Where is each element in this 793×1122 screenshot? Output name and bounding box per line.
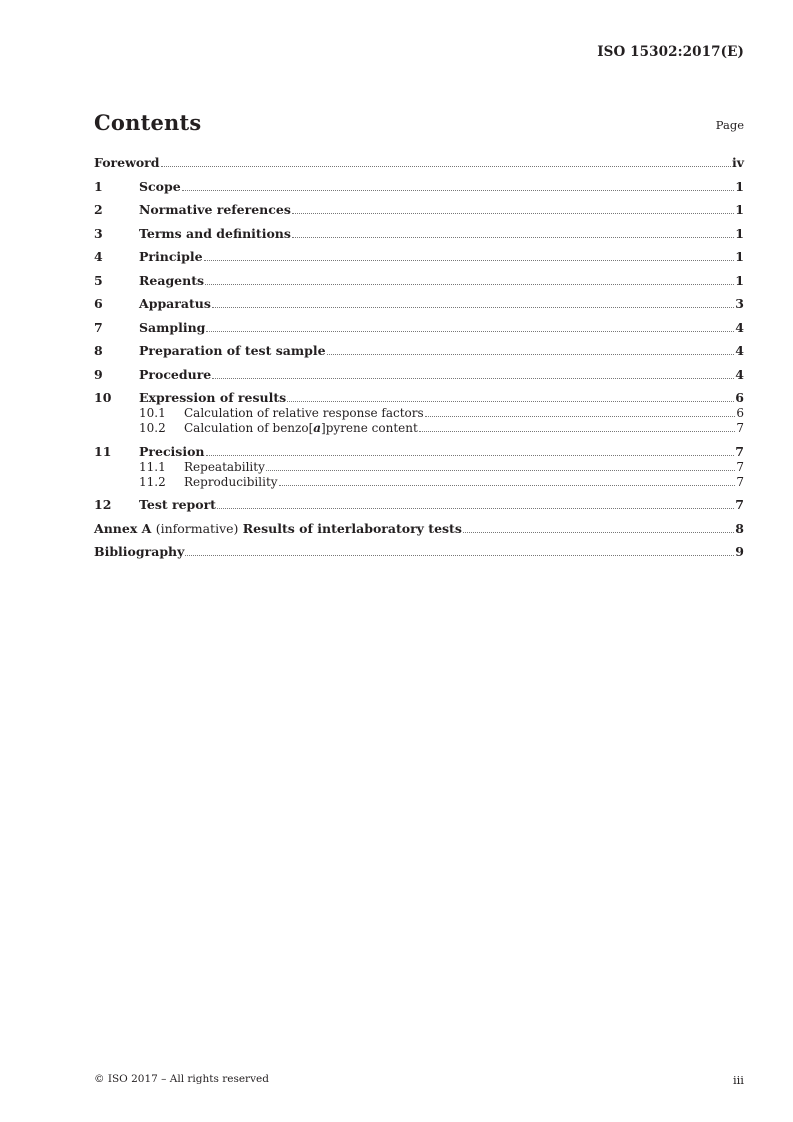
toc-subentry-title: Calculation of relative response factors xyxy=(184,406,424,420)
leader-dots xyxy=(463,531,734,533)
toc-entry-6[interactable] xyxy=(94,297,744,311)
toc-entry-page: 1 xyxy=(735,249,744,264)
toc-subentry-title: Reproducibility xyxy=(184,474,278,489)
toc-subentry-number: 11.2 xyxy=(139,474,166,489)
toc-entry-11[interactable] xyxy=(94,445,744,459)
toc-subentry-11-1[interactable] xyxy=(94,460,744,474)
toc-entry-page: 7 xyxy=(735,443,744,459)
leader-dots xyxy=(185,554,734,556)
toc-entry-title: Expression of results xyxy=(139,390,287,405)
toc-entry-title: Scope xyxy=(139,178,181,194)
toc-entry-page: 7 xyxy=(735,497,744,512)
leader-dots xyxy=(266,469,736,471)
toc-subentry-number: 10.2 xyxy=(139,421,166,435)
toc-subentry-11-2[interactable] xyxy=(94,475,744,489)
leader-dots xyxy=(212,306,734,308)
toc-subentry-page: 7 xyxy=(736,421,744,435)
toc-entry-number: 4 xyxy=(94,249,103,264)
footer-page-number: iii xyxy=(732,1073,744,1087)
toc-entry-4[interactable] xyxy=(94,250,744,264)
leader-dots xyxy=(292,212,734,214)
leader-dots xyxy=(292,236,734,238)
toc-entry-7[interactable] xyxy=(94,321,744,335)
toc-entry-title: Principle xyxy=(139,249,203,264)
toc-entry-title: Normative references xyxy=(139,202,291,217)
leader-dots xyxy=(425,415,736,417)
toc-subentry-10-1[interactable] xyxy=(94,406,744,420)
leader-dots xyxy=(327,353,735,355)
leader-dots xyxy=(204,259,735,261)
toc-entry-title: Preparation of test sample xyxy=(139,343,326,358)
toc-entry-title: Test report xyxy=(139,497,216,512)
toc-entry-page: 9 xyxy=(735,544,744,559)
table-of-contents xyxy=(94,156,744,559)
toc-entry-title: Precision xyxy=(139,443,205,459)
toc-entry-title: Apparatus xyxy=(139,296,211,311)
toc-subentry-number: 10.1 xyxy=(139,406,166,420)
toc-subentry-page: 7 xyxy=(736,474,744,489)
toc-entry-page: 4 xyxy=(735,366,744,382)
toc-entry-9[interactable] xyxy=(94,368,744,382)
toc-entry-page: iv xyxy=(731,155,744,170)
leader-dots xyxy=(217,507,734,509)
toc-entry-page: 4 xyxy=(735,319,744,335)
leader-dots xyxy=(161,165,731,167)
toc-entry-12[interactable] xyxy=(94,498,744,512)
toc-entry-page: 1 xyxy=(735,178,744,194)
toc-entry-number: 6 xyxy=(94,296,103,311)
page-title: Contents xyxy=(94,110,202,135)
toc-entry-number: 2 xyxy=(94,202,103,217)
toc-entry-10[interactable] xyxy=(94,391,744,405)
leader-dots xyxy=(212,377,734,379)
toc-subentry-title: Calculation of benzo[a]pyrene content xyxy=(184,421,418,435)
toc-entry-5[interactable] xyxy=(94,274,744,288)
toc-subentry-number: 11.1 xyxy=(139,459,166,474)
leader-dots xyxy=(206,330,734,332)
toc-entry-title: Terms and definitions xyxy=(139,225,291,241)
leader-dots xyxy=(182,189,735,191)
toc-entry-page: 1 xyxy=(735,225,744,241)
toc-subentry-page: 6 xyxy=(736,406,744,420)
toc-entry-1[interactable] xyxy=(94,180,744,194)
toc-entry-title: Foreword xyxy=(94,155,160,170)
toc-entry-title: Reagents xyxy=(139,272,205,288)
toc-entry-annex-a[interactable] xyxy=(94,522,744,536)
toc-entry-number: 9 xyxy=(94,366,103,382)
toc-entry-3[interactable] xyxy=(94,227,744,241)
toc-entry-bibliography[interactable] xyxy=(94,545,744,559)
toc-entry-foreword[interactable] xyxy=(94,156,744,170)
toc-entry-number: 1 xyxy=(94,178,103,194)
toc-entry-number: 7 xyxy=(94,319,103,335)
leader-dots xyxy=(206,454,735,456)
toc-entry-2[interactable] xyxy=(94,203,744,217)
leader-dots xyxy=(205,283,734,285)
toc-entry-page: 1 xyxy=(735,272,744,288)
toc-entry-number: 3 xyxy=(94,225,103,241)
page-column-label: Page xyxy=(715,118,744,132)
toc-entry-number: 11 xyxy=(94,443,112,459)
toc-entry-title: Annex A (informative) Results of interlaboratory tests xyxy=(94,520,462,536)
toc-entry-title: Procedure xyxy=(139,366,212,382)
toc-subentry-page: 7 xyxy=(736,459,744,474)
leader-dots xyxy=(287,400,734,402)
toc-entry-page: 1 xyxy=(735,202,744,217)
toc-entry-page: 3 xyxy=(735,296,744,311)
toc-entry-page: 6 xyxy=(735,390,744,405)
toc-subentry-10-2[interactable] xyxy=(94,421,744,435)
toc-entry-number: 8 xyxy=(94,343,103,358)
toc-entry-8[interactable] xyxy=(94,344,744,358)
toc-entry-title: Sampling xyxy=(139,319,206,335)
toc-subentry-title: Repeatability xyxy=(184,459,265,474)
toc-entry-number: 5 xyxy=(94,272,103,288)
toc-entry-title: Bibliography xyxy=(94,544,185,559)
toc-entry-number: 10 xyxy=(94,390,112,405)
toc-entry-page: 4 xyxy=(735,343,744,358)
footer-copyright: © ISO 2017 – All rights reserved xyxy=(94,1073,269,1085)
leader-dots xyxy=(419,430,736,432)
leader-dots xyxy=(279,484,736,486)
toc-entry-page: 8 xyxy=(735,520,744,536)
document-id: ISO 15302:2017(E) xyxy=(597,44,744,60)
toc-entry-number: 12 xyxy=(94,497,112,512)
